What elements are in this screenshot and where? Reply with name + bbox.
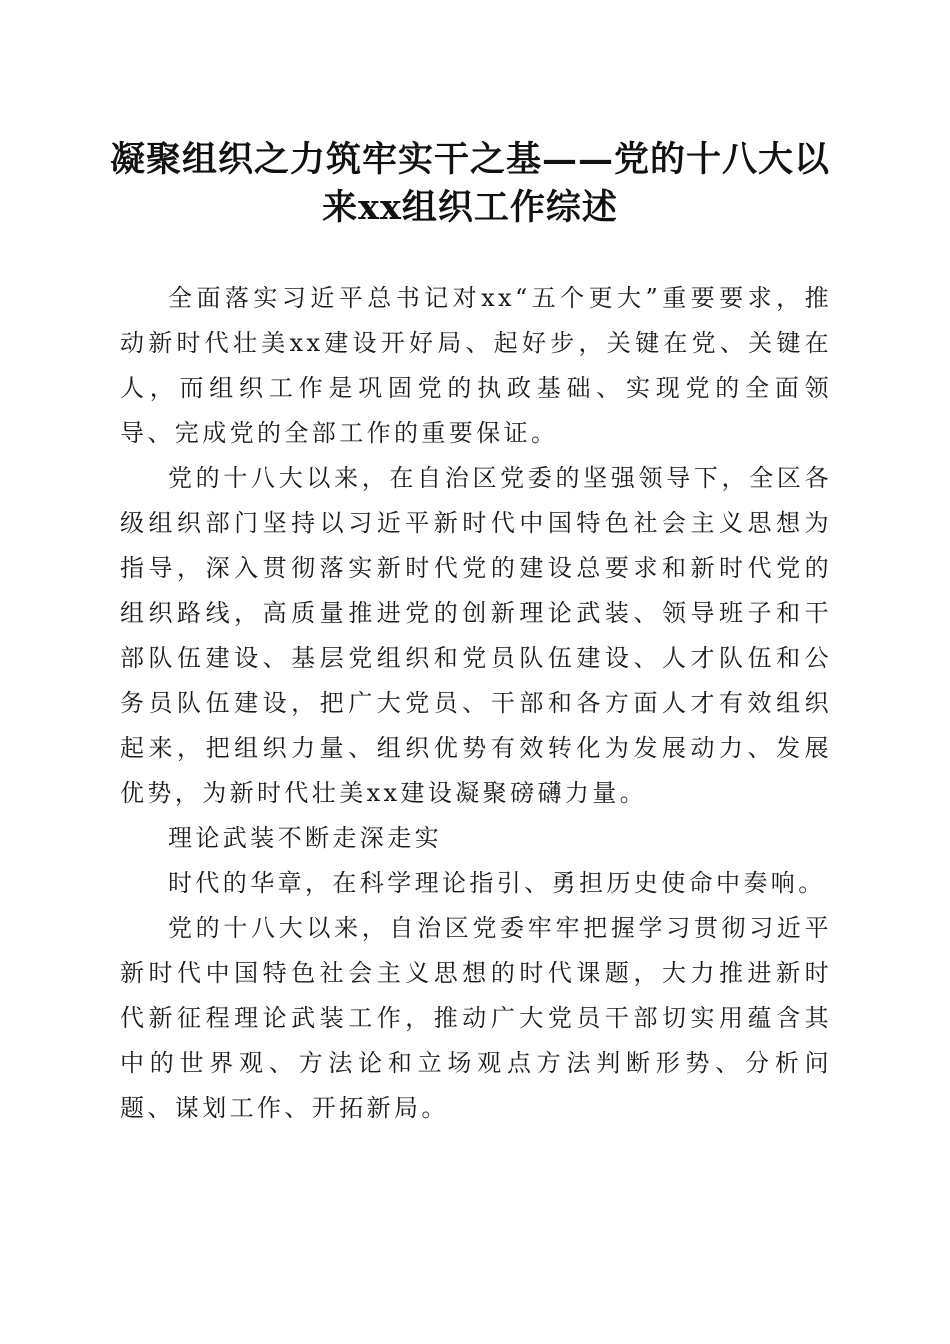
- document-body: [120, 276, 832, 1131]
- paragraph-intro: 全面落实习近平总书记对xx“五个更大”重要要求，推动新时代壮美xx建设开好局、起好步，关键在党、关键在人，而组织工作是巩固党的执政基础、实现党的全面领导、完成党的全部工作的重要保证。: [120, 284, 832, 447]
- paragraph-overview: 党的十八大以来，在自治区党委的坚强领导下，全区各级组织部门坚持以习近平新时代中国特色社会主义思想为指导，深入贯彻落实新时代党的建设总要求和新时代党的组织路线，高质量推进党的创新理论武装、领导班子和干部队伍建设、基层党组织和党员队伍建设、人才队伍和公务员队伍建设，把广大党员、干部和各方面人才有效组织起来，把组织力量、组织优势有效转化为发展动力、发展优势，为新时代壮美xx建设凝聚磅礴力量。: [120, 464, 832, 807]
- document-title: [100, 136, 840, 232]
- title-line-2: 来xx组织工作综述: [322, 187, 618, 228]
- title-line-1: 凝聚组织之力筑牢实干之基——党的十八大以: [109, 139, 830, 180]
- paragraph-lead: 时代的华章，在科学理论指引、勇担历史使命中奏响。: [168, 869, 826, 897]
- section-heading: 理论武装不断走深走实: [168, 824, 442, 852]
- paragraph-theory: 党的十八大以来，自治区党委牢牢把握学习贯彻习近平新时代中国特色社会主义思想的时代课题，大力推进新时代新征程理论武装工作，推动广大党员干部切实用蕴含其中的世界观、方法论和立场观点方法判断形势、分析问题、谋划工作、开拓新局。: [120, 914, 832, 1122]
